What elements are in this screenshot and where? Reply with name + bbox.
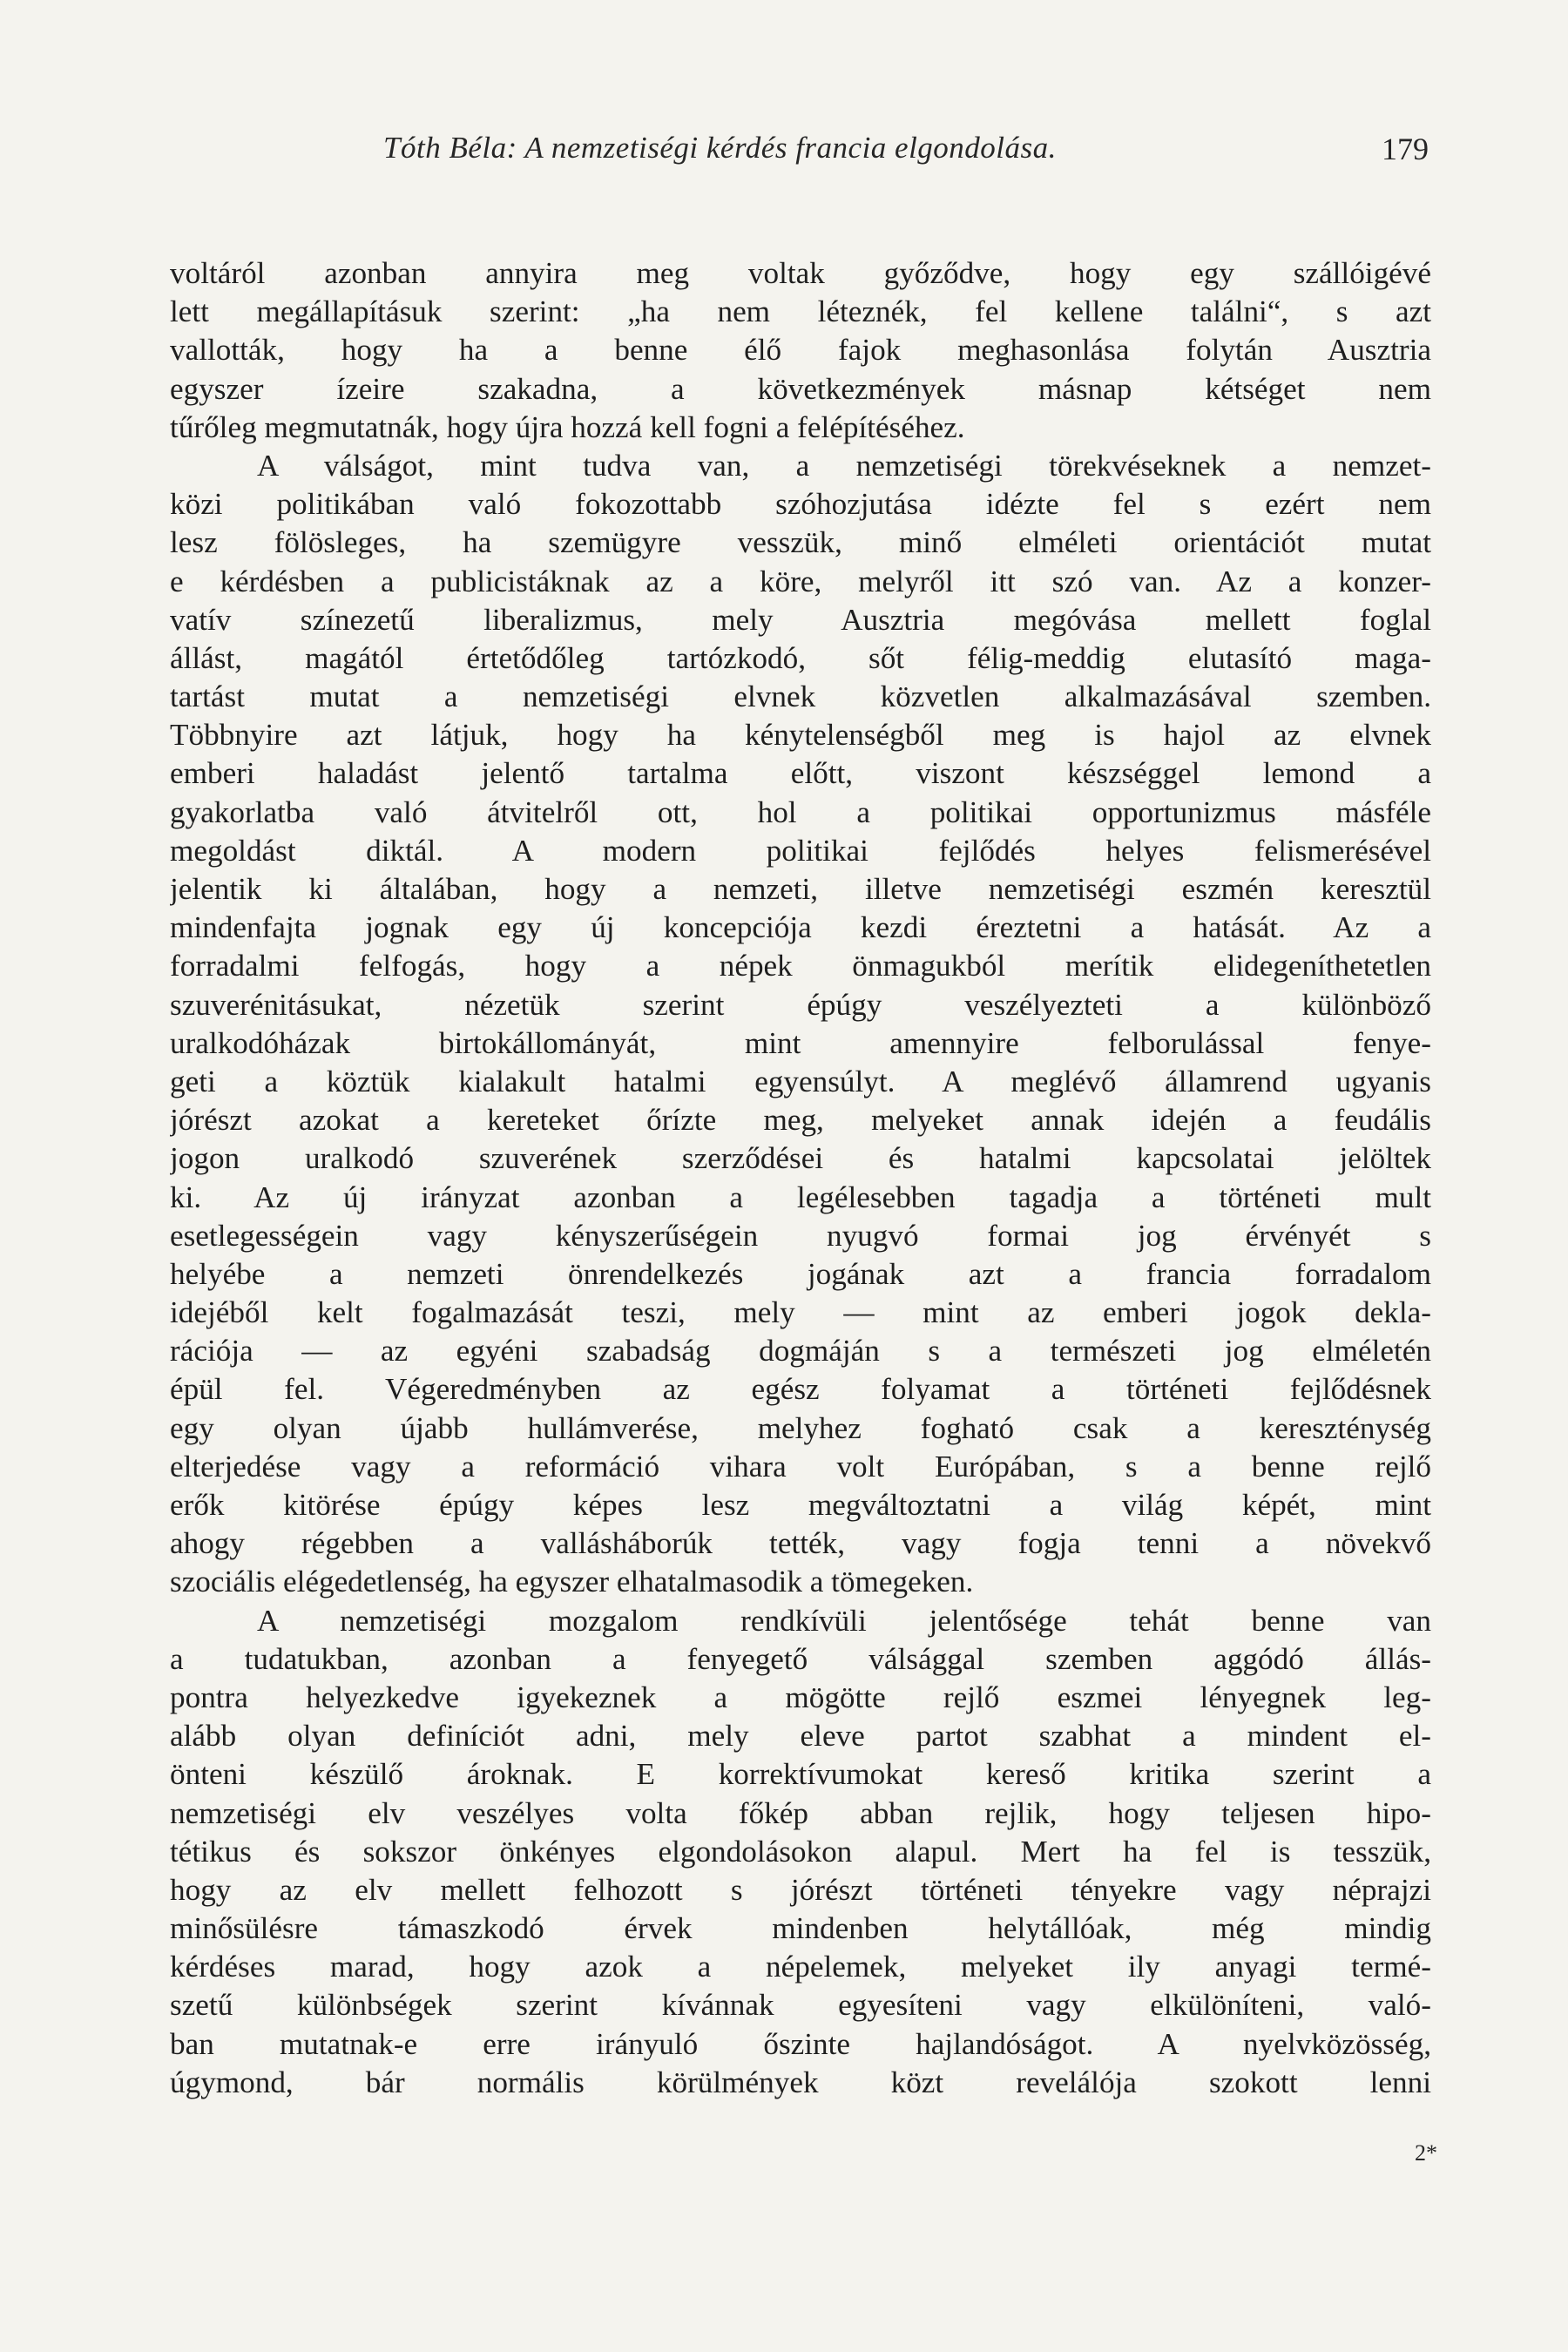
text-line: uralkodóházak birtokállományát, mint amennyire felborulással fenye- (170, 1025, 1431, 1060)
text-line: elterjedése vagy a reformáció vihara volt Európában, s a benne rejlő (170, 1449, 1431, 1484)
paragraph-start-line: A nemzetiségi mozgalom rendkívüli jelentősége tehát benne van (257, 1603, 1431, 1638)
text-line: hogy az elv mellett felhozott s jórészt történeti tényekre vagy néprajzi (170, 1872, 1431, 1907)
running-title: Tóth Béla: A nemzetiségi kérdés francia elgondolása. (383, 131, 1057, 165)
text-line: ahogy régebben a vallásháborúk tették, vagy fogja tenni a növekvő (170, 1526, 1431, 1561)
text-line: lesz fölösleges, ha szemügyre vesszük, minő elméleti orientációt mutat (170, 525, 1431, 560)
signature-mark: 2* (1415, 2140, 1437, 2166)
page-number: 179 (1382, 132, 1429, 166)
text-line: e kérdésben a publicistáknak az a köre, melyről itt szó van. Az a konzer- (170, 564, 1431, 598)
text-line: helyébe a nemzeti önrendelkezés jogának azt a francia forradalom (170, 1256, 1431, 1291)
body-text (170, 254, 1431, 2102)
text-line: közi politikában való fokozottabb szóhozjutása idézte fel s ezért nem (170, 487, 1431, 522)
text-line: a tudatukban, azonban a fenyegető válsággal szemben aggódó állás- (170, 1641, 1431, 1676)
text-line: voltáról azonban annyira meg voltak győződve, hogy egy szállóigévé (170, 256, 1431, 290)
text-line: lett megállapításuk szerint: „ha nem léteznék, fel kellene találni“, s azt (170, 294, 1431, 329)
text-line: esetlegességein vagy kényszerűségein nyugvó formai jog érvényét s (170, 1218, 1431, 1253)
text-line: geti a köztük kialakult hatalmi egyensúlyt. A meglévő államrend ugyanis (170, 1064, 1431, 1098)
text-line: vatív színezetű liberalizmus, mely Ausztria megóvása mellett foglal (170, 602, 1431, 637)
text-line: szociális elégedetlenség, ha egyszer elhatalmasodik a tömegeken. (170, 1565, 974, 1599)
text-line: alább olyan definíciót adni, mely eleve partot szabhat a mindent el- (170, 1719, 1431, 1754)
text-line: egyszer ízeire szakadna, a következmények másnap kétséget nem (170, 371, 1431, 406)
text-line: gyakorlatba való átvitelről ott, hol a politikai opportunizmus másféle (170, 794, 1431, 829)
text-line: emberi haladást jelentő tartalma előtt, viszont készséggel lemond a (170, 756, 1431, 791)
text-line: nemzetiségi elv veszélyes volta főkép abban rejlik, hogy teljesen hipo- (170, 1795, 1431, 1830)
text-line: tétikus és sokszor önkényes elgondolásokon alapul. Mert ha fel is tesszük, (170, 1834, 1431, 1869)
text-line: ban mutatnak-e erre irányuló őszinte hajlandóságot. A nyelvközösség, (170, 2026, 1431, 2061)
text-line: erők kitörése épúgy képes lesz megváltoztatni a világ képét, mint (170, 1488, 1431, 1522)
text-line: tűrőleg megmutatnák, hogy újra hozzá kell fogni a felépítéséhez. (170, 409, 965, 444)
text-line: megoldást diktál. A modern politikai fejlődés helyes felismerésével (170, 833, 1431, 868)
text-line: kérdéses marad, hogy azok a népelemek, melyeket ily anyagi termé- (170, 1950, 1431, 1984)
text-line: tartást mutat a nemzetiségi elvnek közvetlen alkalmazásával szemben. (170, 679, 1431, 714)
text-line: jórészt azokat a kereteket őrízte meg, melyeket annak idején a feudális (170, 1103, 1431, 1138)
text-line: egy olyan újabb hullámverése, melyhez fogható csak a kereszténység (170, 1410, 1431, 1445)
text-line: szetű különbségek szerint kívánnak egyesíteni vagy elkülöníteni, való- (170, 1988, 1431, 2023)
text-line: állást, magától értetődőleg tartózkodó, sőt félig-meddig elutasító maga- (170, 640, 1431, 675)
text-line: épül fel. Végeredményben az egész folyamat a történeti fejlődésnek (170, 1372, 1431, 1407)
text-line: önteni készülő ároknak. E korrektívumokat kereső kritika szerint a (170, 1757, 1431, 1792)
text-line: úgymond, bár normális körülmények közt revelálója szokott lenni (170, 2065, 1431, 2099)
text-line: forradalmi felfogás, hogy a népek önmagukból merítik elidegeníthetetlen (170, 949, 1431, 983)
text-line: vallották, hogy ha a benne élő fajok meghasonlása folytán Ausztria (170, 333, 1431, 368)
text-line: Többnyire azt látjuk, hogy ha kénytelenségből meg is hajol az elvnek (170, 718, 1431, 753)
text-line: idejéből kelt fogalmazását teszi, mely — mint az emberi jogok dekla- (170, 1295, 1431, 1330)
text-line: jelentik ki általában, hogy a nemzeti, illetve nemzetiségi eszmén keresztül (170, 872, 1431, 906)
text-line: pontra helyezkedve igyekeznek a mögötte rejlő eszmei lényegnek leg- (170, 1680, 1431, 1714)
text-line: minősülésre támaszkodó érvek mindenben helytállóak, még mindig (170, 1911, 1431, 1946)
text-line: rációja — az egyéni szabadság dogmáján s a természeti jog elméletén (170, 1334, 1431, 1369)
text-line: mindenfajta jognak egy új koncepciója kezdi éreztetni a hatását. Az a (170, 910, 1431, 945)
text-line: szuverénitásukat, nézetük szerint épúgy veszélyezteti a különböző (170, 987, 1431, 1022)
paragraph-start-line: A válságot, mint tudva van, a nemzetiségi törekvéseknek a nemzet- (257, 448, 1431, 483)
text-line: ki. Az új irányzat azonban a legélesebben tagadja a történeti mult (170, 1179, 1431, 1214)
text-line: jogon uralkodó szuverének szerződései és hatalmi kapcsolatai jelöltek (170, 1141, 1431, 1176)
